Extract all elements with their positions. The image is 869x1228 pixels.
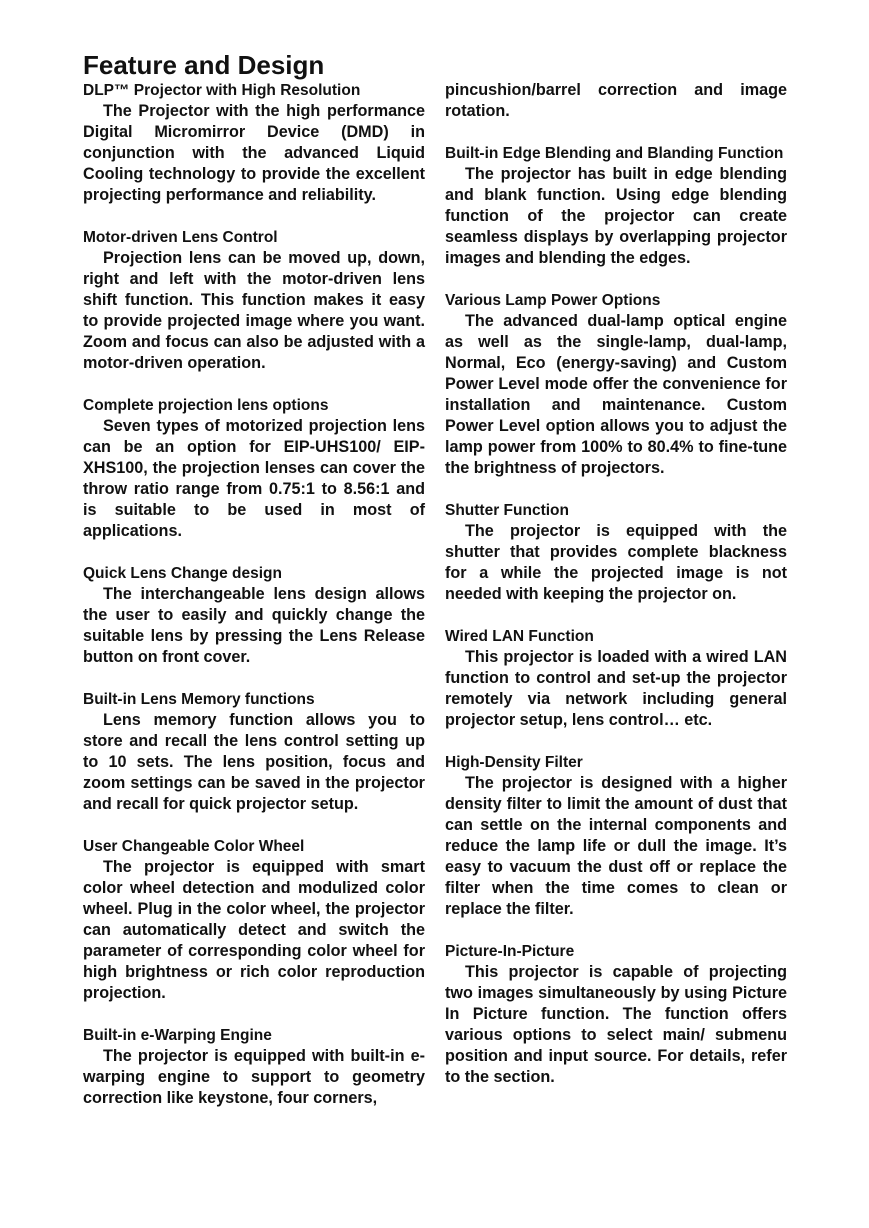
section-heading: Shutter Function — [445, 502, 569, 519]
section-heading: Built-in Lens Memory functions — [83, 691, 315, 708]
section-high-density-filter — [445, 752, 787, 920]
section-heading: Wired LAN Function — [445, 628, 594, 645]
section-body: The projector is equipped with the shutter that provides complete blackness for a while the projected image is not needed with keeping the projector on. — [445, 522, 787, 603]
section-body: Projection lens can be moved up, down, right and left with the motor-driven lens shift function. This function makes it easy to provide projected image where you want. Zoom and focus can also be adjusted with a motor-driven operation. — [83, 249, 425, 372]
section-body-continuation: pincushion/barrel correction and image rotation. — [445, 81, 787, 120]
section-e-warping-continued — [445, 80, 787, 122]
section-heading: High-Density Filter — [445, 754, 583, 771]
section-wired-lan — [445, 626, 787, 731]
section-color-wheel — [83, 836, 425, 1004]
section-body: The advanced dual-lamp optical engine as well as the single-lamp, dual-lamp, Normal, Eco (energy-saving) and Custom Power Level mode offer the convenience for installation and maintenance. Custom Power Level option allows you to adjust the lamp power from 100% to 80.4% to fine-tune the brightness of projectors. — [445, 312, 787, 477]
section-heading: Complete projection lens options — [83, 397, 329, 414]
section-heading: Built-in Edge Blending and Blanding Function — [445, 145, 784, 162]
section-lens-memory — [83, 689, 425, 815]
section-heading: Various Lamp Power Options — [445, 292, 661, 309]
right-column — [445, 80, 787, 1109]
page-title: Feature and Design — [83, 50, 325, 80]
section-body: This projector is capable of projecting two images simultaneously by using Picture In Picture function. The function offers various options to select main/ submenu position and input source. For details, refer to the section. — [445, 963, 787, 1086]
section-heading: Picture-In-Picture — [445, 943, 575, 960]
section-heading: Quick Lens Change design — [83, 565, 282, 582]
section-lens-options — [83, 395, 425, 542]
section-body: The projector is equipped with built-in e-warping engine to support to geometry correction like keystone, four corners, — [83, 1047, 425, 1107]
section-shutter — [445, 500, 787, 605]
section-heading: User Changeable Color Wheel — [83, 838, 305, 855]
section-motor-lens — [83, 227, 425, 374]
section-lamp-power — [445, 290, 787, 479]
section-heading: Motor-driven Lens Control — [83, 229, 278, 246]
left-column — [83, 80, 425, 1130]
section-body: The projector has built in edge blending and blank function. Using edge blending function of the projector can create seamless displays by overlapping projector images and blending the edges. — [445, 165, 787, 267]
section-heading: Built-in e-Warping Engine — [83, 1027, 272, 1044]
section-quick-lens-change — [83, 563, 425, 668]
section-picture-in-picture — [445, 941, 787, 1088]
section-body: Lens memory function allows you to store and recall the lens control setting up to 10 sets. The lens position, focus and zoom settings can be saved in the projector and recall for quick projector setup. — [83, 711, 425, 813]
section-body: This projector is loaded with a wired LAN function to control and set-up the projector remotely via network including general projector setup, lens control… etc. — [445, 648, 787, 729]
section-body: Seven types of motorized projection lens can be an option for EIP-UHS100/ EIP-XHS100, the projection lenses can cover the throw ratio range from 0.75:1 to 8.56:1 and is suitable to be used in most of applications. — [83, 417, 425, 540]
section-body: The interchangeable lens design allows the user to easily and quickly change the suitable lens by pressing the Lens Release button on front cover. — [83, 585, 425, 666]
section-dlp-projector — [83, 80, 425, 206]
section-e-warping — [83, 1025, 425, 1109]
section-body: The projector is designed with a higher density filter to limit the amount of dust that can settle on the internal components and reduce the lamp life or dull the image. It’s easy to vacuum the dust off or replace the filter when the time comes to clean or replace the filter. — [445, 774, 787, 918]
section-heading: DLP™ Projector with High Resolution — [83, 82, 361, 99]
section-body: The Projector with the high performance Digital Micromirror Device (DMD) in conjunction with the advanced Liquid Cooling technology to provide the excellent projecting performance and reliability. — [83, 102, 425, 204]
section-body: The projector is equipped with smart color wheel detection and modulized color wheel. Plug in the color wheel, the projector can automatically detect and switch the parameter of corresponding color wheel for high brightness or rich color reproduction projection. — [83, 858, 425, 1002]
section-edge-blending — [445, 143, 787, 269]
